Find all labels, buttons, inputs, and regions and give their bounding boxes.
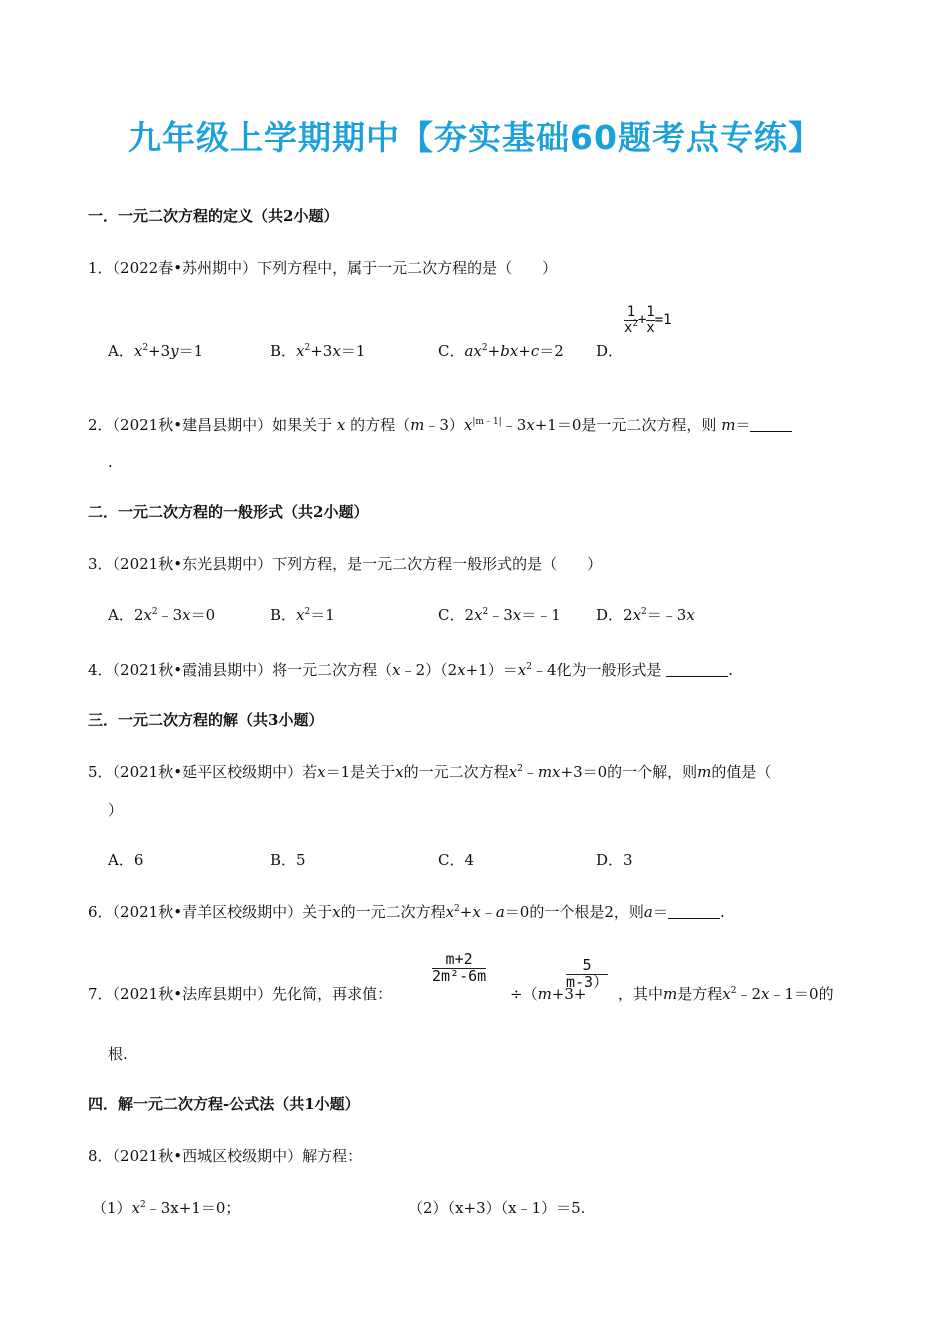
q7-fraction-2: $\frac{5}{m-3)}$ (566, 956, 609, 991)
question-6: 6．（2021秋•青羊区校级期中）关于x的一元二次方程$x^2+x﹣a=0$的一个根是2，则a＝ . (88, 903, 725, 921)
q5-option-a: A．6 (108, 851, 144, 869)
section-heading-2: 二．一元二次方程的一般形式（共2小题） (88, 503, 369, 521)
q1-option-d-formula: $\frac{1}{x^2}$ + $\frac{1}{x}$ =1 (624, 304, 672, 336)
question-7: 7．（2021秋•法库县期中）先化简，再求值： (88, 985, 393, 1003)
q7-fraction-1: $\frac{m+2}{\text{2m²-6m}}$ (432, 950, 487, 985)
q8-subquestion-1: $(1)x^2﹣3x+1=0$； (92, 1199, 241, 1217)
question-8: 8．（2021秋•西城区校级期中）解方程： (88, 1147, 363, 1165)
q3-option-c: C．$2x^2﹣3x=﹣1$ (438, 606, 561, 624)
q1-option-c: C．$ax^2+bx+c=2$ (438, 342, 564, 360)
q3-option-b: B．$x^2=1$ (270, 606, 335, 624)
q5-option-b: B．5 (270, 851, 306, 869)
q1-option-d: D． (596, 342, 624, 360)
question-1: 1．（2022春•苏州期中）下列方程中，属于一元二次方程的是（ ） (88, 259, 558, 277)
question-2-tail: . (108, 453, 113, 471)
question-2: 2．（2021秋•建昌县期中）如果关于 x 的方程$(m﹣3)x^{|m﹣1|}﹣3x+1=0$是一元二次方程，则 m＝ (88, 414, 792, 435)
section-heading-4: 四．解一元二次方程-公式法（共1小题） (88, 1095, 360, 1113)
answer-blank[interactable] (668, 904, 720, 919)
question-7-cont: 根. (108, 1045, 128, 1063)
page-title: 九年级上学期期中【夯实基础60题考点专练】 (128, 118, 822, 157)
question-4: 4．（2021秋•霞浦县期中）将一元二次方程$(x﹣2)(2x+1)=x^2﹣4$化为一般形式是 . (88, 661, 734, 679)
question-5-tail: ） (108, 801, 124, 819)
section-heading-3: 三．一元二次方程的解（共3小题） (88, 711, 324, 729)
question-5: 5．（2021秋•延平区校级期中）若x＝1是关于x的一元二次方程$x^2﹣mx+3=0$的一个解，则m的值是（ (88, 763, 772, 781)
q8-subquestion-2: （2）（x+3）（x﹣1）＝5. (408, 1199, 586, 1217)
q1-option-b: B．$x^2+3x=1$ (270, 342, 366, 360)
answer-blank[interactable] (666, 662, 728, 677)
question-3: 3．（2021秋•东光县期中）下列方程，是一元二次方程一般形式的是（ ） (88, 555, 603, 573)
q7-tail: ，其中m是方程$x^2﹣2x﹣1=0$的 (618, 985, 834, 1003)
section-heading-1: 一．一元二次方程的定义（共2小题） (88, 207, 339, 225)
q5-option-d: D．3 (596, 851, 633, 869)
q3-option-d: D．$2x^2=﹣3x$ (596, 606, 695, 624)
q7-divide: ÷（m+3+ (510, 985, 587, 1003)
q1-option-a: A．$x^2+3y=1$ (108, 342, 204, 360)
q3-option-a: A．$2x^2﹣3x=0$ (108, 606, 216, 624)
answer-blank[interactable] (750, 417, 792, 432)
q5-option-c: C．4 (438, 851, 475, 869)
